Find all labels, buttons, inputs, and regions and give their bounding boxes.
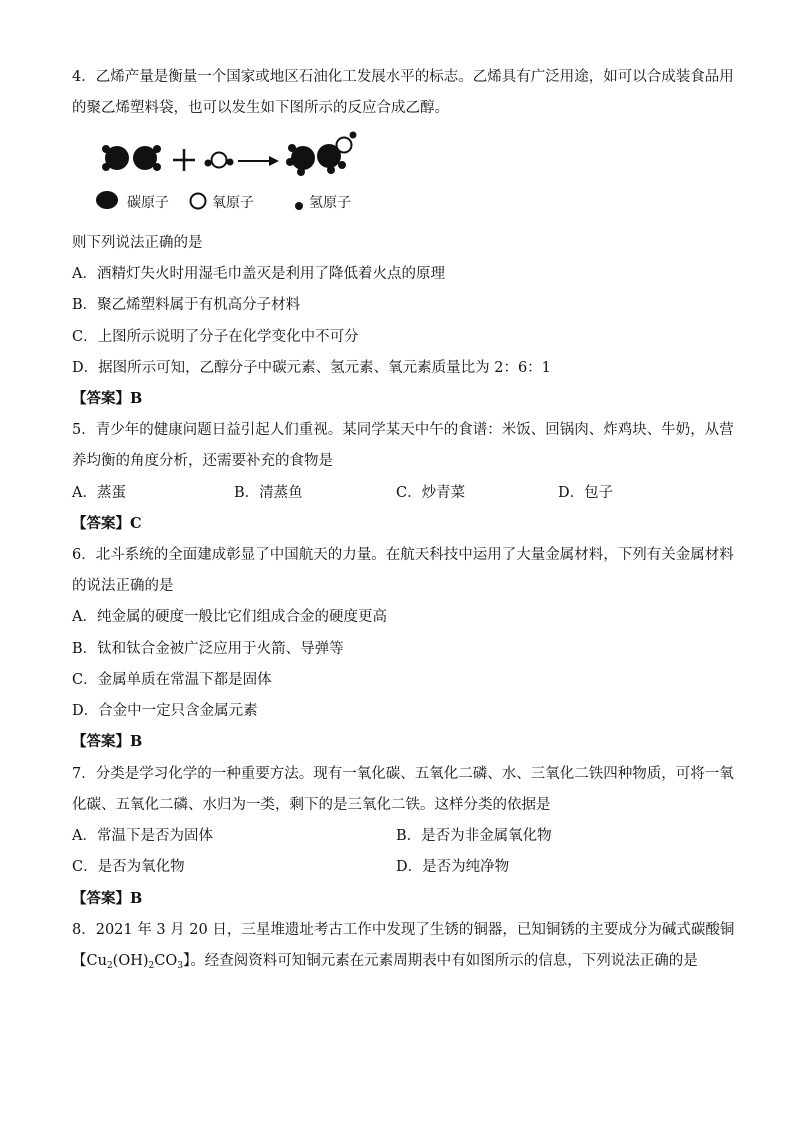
q4-line1: 4．乙烯产量是衡量一个国家或地区石油化工发展水平的标志。乙烯具有广泛用途，如可以合成装食品用 <box>72 69 734 85</box>
q4-line2: 的聚乙烯塑料袋，也可以发生如下图所示的反应合成乙醇。 <box>72 100 449 116</box>
reaction-arrow <box>238 156 279 166</box>
legend-carbon-label: 碳原子 <box>127 195 169 211</box>
q7-option-b: B．是否为非金属氧化物 <box>396 828 552 844</box>
q4-option-b: B．聚乙烯塑料属于有机高分子材料 <box>72 297 301 313</box>
q4-stem: 则下列说法正确的是 <box>72 235 203 251</box>
q7-option-d: D．是否为纯净物 <box>396 859 510 875</box>
legend-oxygen-label: 氧原子 <box>212 195 254 211</box>
q7-line2: 化碳、五氧化二磷、水归为一类，剩下的是三氧化二铁。这样分类的依据是 <box>72 797 551 813</box>
plus-sign <box>173 149 195 171</box>
q8-line2 <box>72 951 698 976</box>
q4-option-c: C．上图所示说明了分子在化学变化中不可分 <box>72 329 359 345</box>
q6-option-b: B．钛和钛合金被广泛应用于火箭、导弹等 <box>72 641 344 657</box>
q5-option-a: A．蒸蛋 <box>72 485 126 501</box>
q7-option-a: A．常温下是否为固体 <box>72 828 213 844</box>
q6-option-c: C．金属单质在常温下都是固体 <box>72 672 272 688</box>
legend-hydrogen-label: 氢原子 <box>309 195 351 211</box>
q4-answer: 【答案】B <box>72 390 143 407</box>
q7-answer: 【答案】B <box>72 890 143 907</box>
q8-line1: 8．2021 年 3 月 20 日，三星堆遗址考古工作中发现了生锈的铜器，已知铜锈的主要成分为碱式碳酸铜 <box>72 922 735 938</box>
q6-answer: 【答案】B <box>72 733 143 750</box>
oxygen-atom-legend-icon <box>191 194 206 209</box>
q4-option-d: D．据图所示可知，乙醇分子中碳元素、氢元素、氧元素质量比为 2：6：1 <box>72 360 551 376</box>
q5-answer: 【答案】C <box>72 515 142 532</box>
hydrogen-atom-legend-icon <box>295 202 303 210</box>
q7-line1: 7．分类是学习化学的一种重要方法。现有一氧化碳、五氧化二磷、水、三氧化二铁四种物质，可将一氧 <box>72 766 734 782</box>
q7-option-c: C．是否为氧化物 <box>72 859 185 875</box>
q6-option-a: A．纯金属的硬度一般比它们组成合金的硬度更高 <box>72 609 387 625</box>
q5-option-c: C．炒青菜 <box>396 485 466 501</box>
q8-formula: 【$Cu_2(OH)_2CO_3$】 <box>72 953 191 971</box>
water-molecule <box>205 153 234 168</box>
q6-line1: 6．北斗系统的全面建成彰显了中国航天的力量。在航天科技中运用了大量金属材料，下列有关金属材料 <box>72 547 734 563</box>
q5-option-b: B．清蒸鱼 <box>234 485 303 501</box>
q4-option-a: A．酒精灯失火时用湿毛巾盖灭是利用了降低着火点的原理 <box>72 266 445 282</box>
ethanol-molecule <box>286 132 357 177</box>
q5-line1: 5．青少年的健康问题日益引起人们重视。某同学某天中午的食谱：米饭、回锅肉、炸鸡块、牛奶，从营 <box>72 422 734 438</box>
q6-line2: 的说法正确的是 <box>72 578 174 594</box>
ethylene-molecule <box>102 145 161 171</box>
q5-option-d: D．包子 <box>558 485 614 501</box>
q5-line2: 养均衡的角度分析，还需要补充的食物是 <box>72 453 333 469</box>
q6-option-d: D．合金中一定只含金属元素 <box>72 703 258 719</box>
carbon-atom-legend-icon <box>96 191 118 209</box>
q8-line2-text: 。经查阅资料可知铜元素在元素周期表中有如图所示的信息，下列说法正确的是 <box>190 953 698 969</box>
